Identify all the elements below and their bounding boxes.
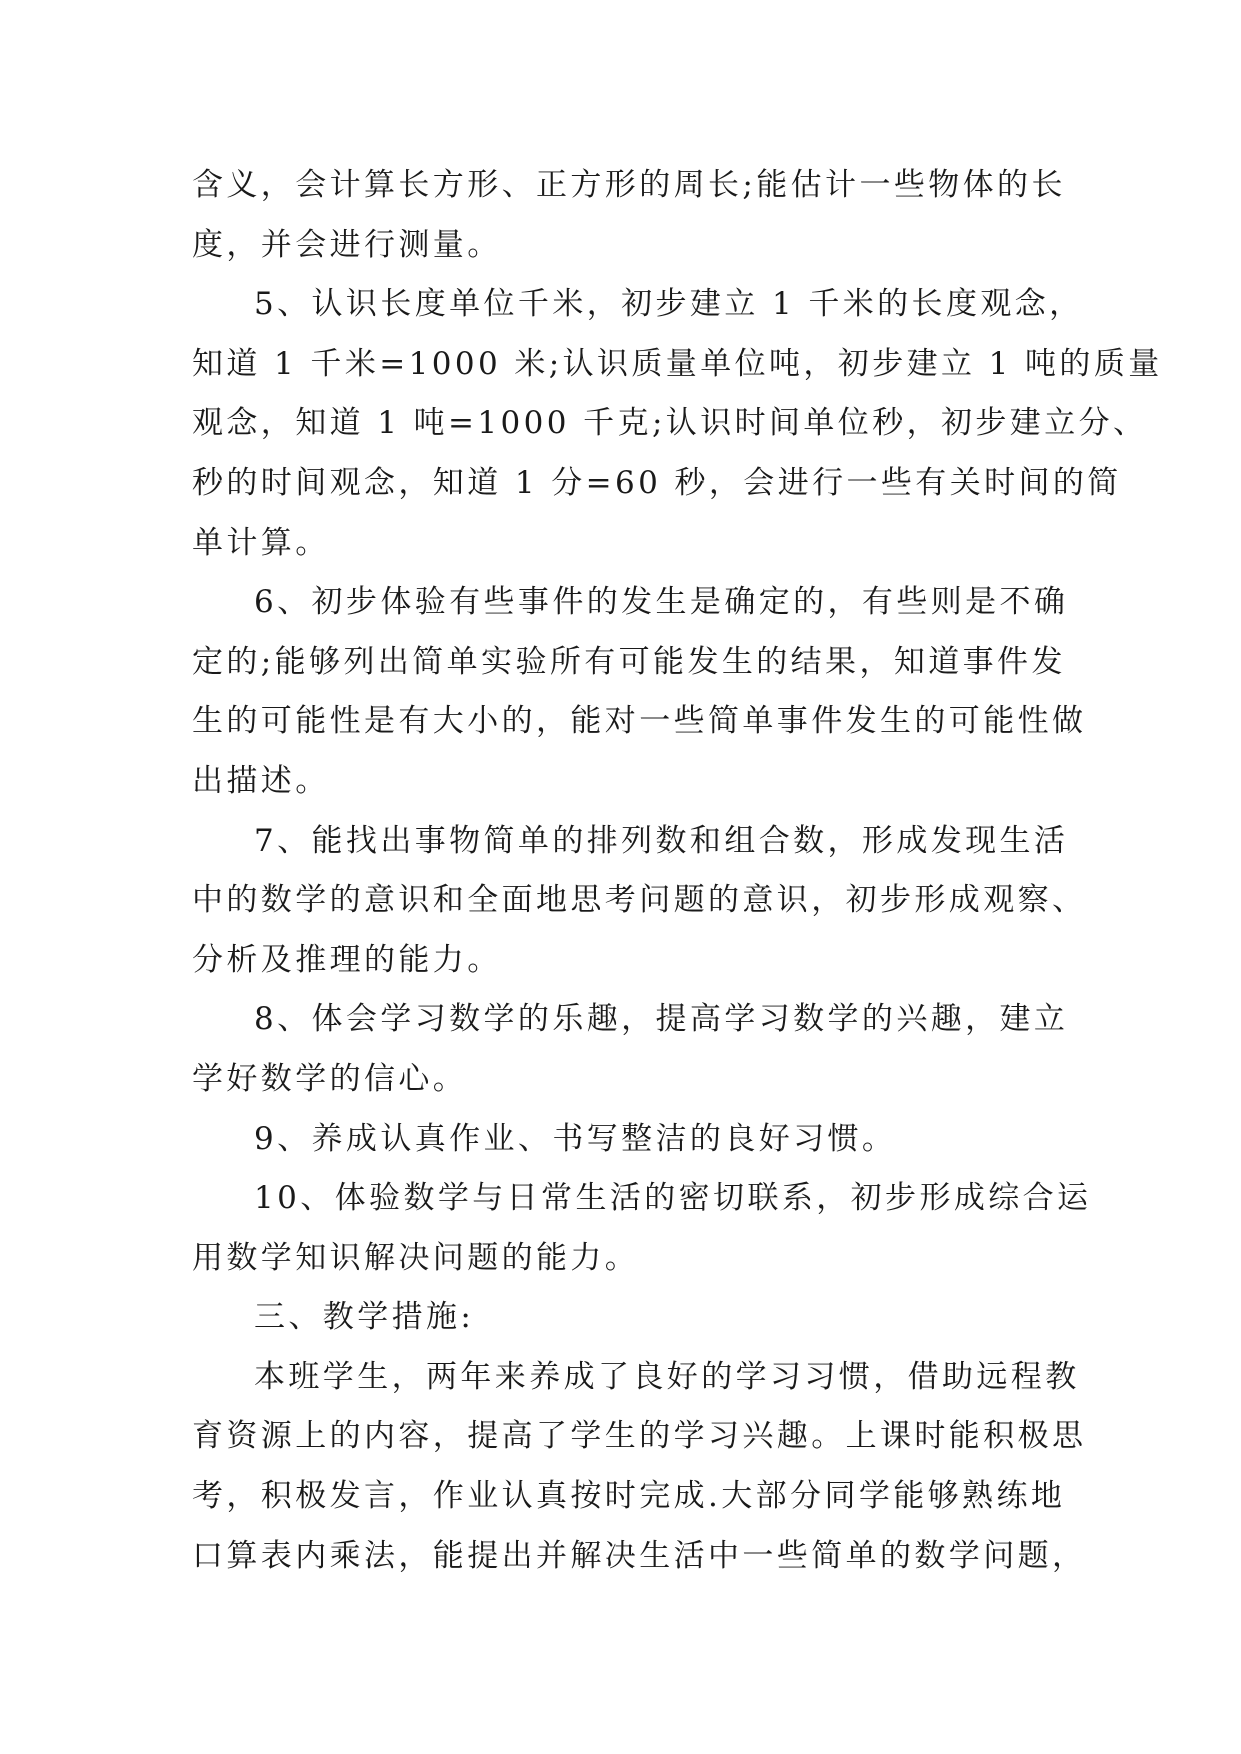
text-line: 用数学知识解决问题的能力。 bbox=[192, 1239, 640, 1276]
text-line: 观念，知道 1 吨=1000 千克;认识时间单位秒，初步建立分、 bbox=[192, 405, 1148, 442]
text-line: 生的可能性是有大小的，能对一些简单事件发生的可能性做 bbox=[192, 703, 1087, 740]
text-line: 育资源上的内容，提高了学生的学习兴趣。上课时能积极思 bbox=[192, 1418, 1087, 1455]
text-line: 7、能找出事物简单的排列数和组合数，形成发现生活 bbox=[254, 822, 1069, 859]
text-line: 分析及推理的能力。 bbox=[192, 941, 502, 978]
text-line: 出描述。 bbox=[192, 762, 330, 799]
document-body bbox=[192, 156, 1163, 1586]
text-line: 5、认识长度单位千米，初步建立 1 千米的长度观念， bbox=[254, 286, 1084, 323]
text-line: 6、初步体验有些事件的发生是确定的，有些则是不确 bbox=[254, 584, 1069, 621]
text-line: 知道 1 千米=1000 米;认识质量单位吨，初步建立 1 吨的质量 bbox=[192, 345, 1163, 382]
text-line: 中的数学的意识和全面地思考问题的意识，初步形成观察、 bbox=[192, 882, 1087, 919]
text-line: 秒的时间观念，知道 1 分=60 秒，会进行一些有关时间的简 bbox=[192, 464, 1122, 501]
text-line: 本班学生，两年来养成了良好的学习习惯，借助远程教 bbox=[254, 1358, 1080, 1395]
text-line: 8、体会学习数学的乐趣，提高学习数学的兴趣，建立 bbox=[254, 1001, 1069, 1038]
text-line: 三、教学措施: bbox=[254, 1299, 475, 1336]
text-line: 考，积极发言，作业认真按时完成.大部分同学能够熟练地 bbox=[192, 1478, 1066, 1515]
text-line: 度，并会进行测量。 bbox=[192, 226, 502, 263]
text-line: 9、养成认真作业、书写整洁的良好习惯。 bbox=[254, 1120, 897, 1157]
text-line: 口算表内乘法，能提出并解决生活中一些简单的数学问题， bbox=[192, 1537, 1087, 1574]
text-line: 学好数学的信心。 bbox=[192, 1060, 468, 1097]
text-line: 单计算。 bbox=[192, 524, 330, 561]
text-line: 定的;能够列出简单实验所有可能发生的结果，知道事件发 bbox=[192, 643, 1066, 680]
text-line: 含义，会计算长方形、正方形的周长;能估计一些物体的长 bbox=[192, 167, 1066, 203]
text-line: 10、体验数学与日常生活的密切联系，初步形成综合运 bbox=[254, 1180, 1092, 1217]
